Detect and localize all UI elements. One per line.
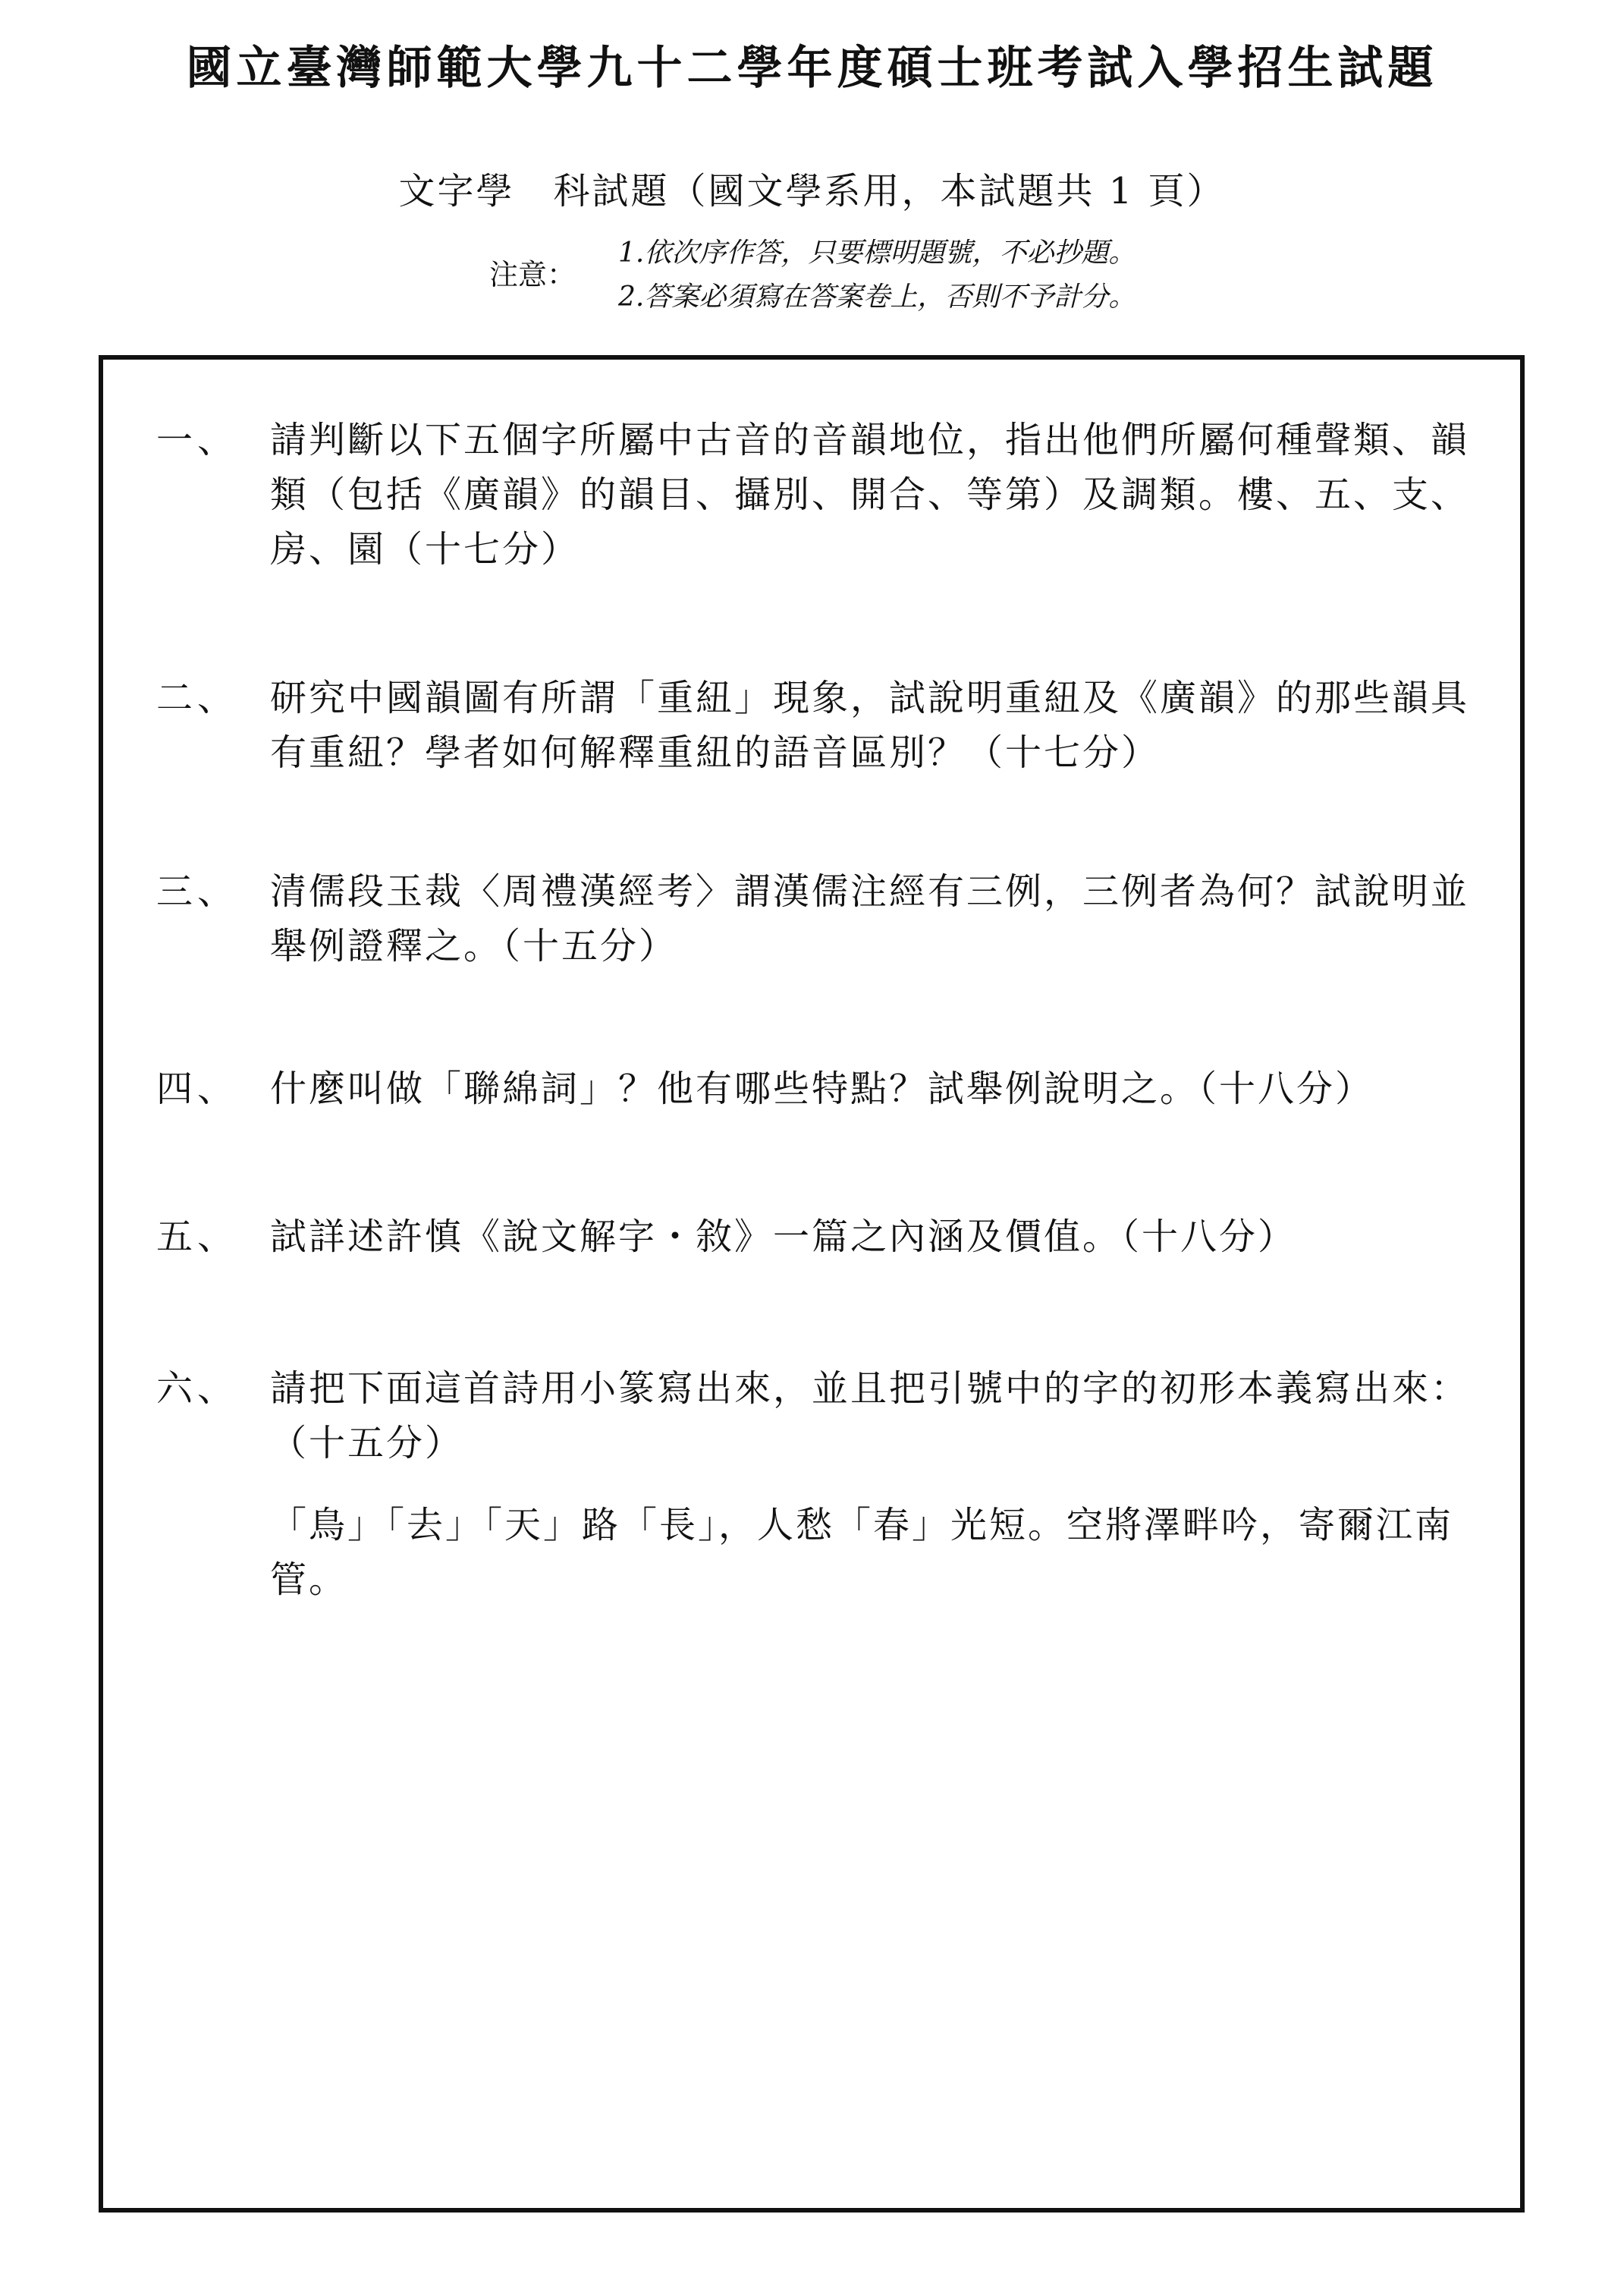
notice-item: 2.答案必須寫在答案卷上，否則不予計分。 — [618, 281, 1136, 313]
question-text: 請把下面這首詩用小篆寫出來，並且把引號中的字的初形本義寫出來：（十五分） — [270, 1367, 1470, 1464]
question-number: 三、 — [156, 870, 239, 913]
question-box — [99, 355, 1525, 2213]
exam-title: 國立臺灣師範大學九十二學年度碩士班考試入學招生試題 — [186, 42, 1438, 95]
question-text: 什麼叫做「聯綿詞」？他有哪些特點？試舉例說明之。（十八分） — [270, 1068, 1374, 1110]
question-3 — [156, 864, 1476, 973]
question-number: 二、 — [156, 677, 239, 719]
question-number: 六、 — [156, 1367, 239, 1410]
question-number: 四、 — [156, 1068, 239, 1110]
question-4 — [156, 1061, 1476, 1116]
question-5 — [156, 1209, 1476, 1264]
question-body — [270, 1361, 1476, 1607]
notice-item: 1.依次序作答，只要標明題號，不必抄題。 — [618, 237, 1136, 269]
notice-items — [618, 231, 1136, 319]
question-text: 研究中國韻圖有所謂「重紐」現象，試說明重紐及《廣韻》的那些韻具有重紐？學者如何解釋重紐的語音區別？（十七分） — [270, 677, 1470, 774]
poem-text: 「鳥」「去」「天」路「長」，人愁「春」光短。空將澤畔吟，寄爾江南管。 — [270, 1504, 1454, 1601]
question-2 — [156, 671, 1476, 780]
question-number: 五、 — [156, 1216, 239, 1258]
question-number: 一、 — [156, 419, 239, 461]
question-text: 請判斷以下五個字所屬中古音的音韻地位，指出他們所屬何種聲類、韻類（包括《廣韻》的韻目、攝別、開合、等第）及調類。樓、五、支、房、園（十七分） — [270, 419, 1470, 571]
exam-subject: 文字學 科試題（國文學系用，本試題共 1 頁） — [398, 170, 1226, 212]
notice-label: 注意： — [489, 258, 576, 291]
notice-block — [489, 231, 1136, 319]
question-text: 清儒段玉裁〈周禮漢經考〉謂漢儒注經有三例，三例者為何？試說明並舉例證釋之。（十五分） — [270, 870, 1470, 967]
question-6 — [156, 1361, 1476, 1607]
question-text: 試詳述許慎《說文解字・敘》一篇之內涵及價值。（十八分） — [270, 1216, 1297, 1258]
question-1 — [156, 413, 1476, 577]
